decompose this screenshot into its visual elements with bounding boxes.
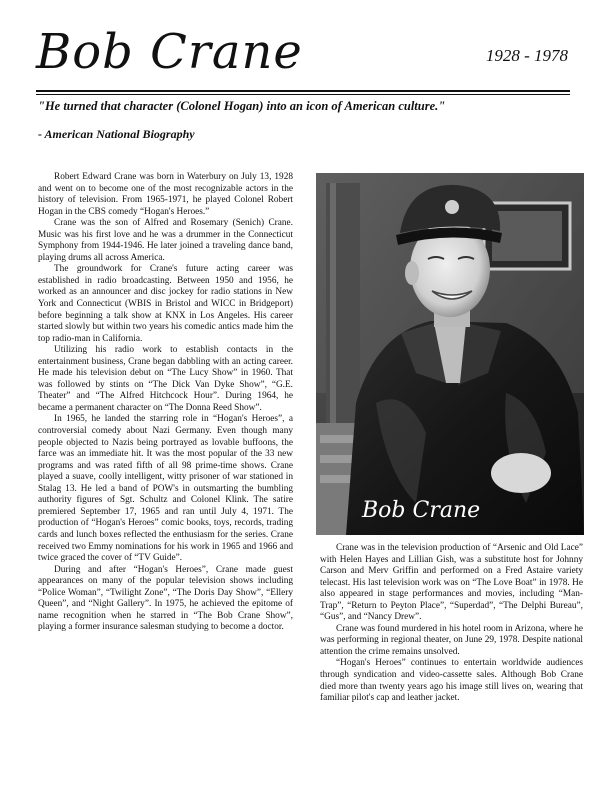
paragraph: During and after “Hogan's Heroes”, Crane made guest appearances on many of the popular television shows including “Police Woman”, “Twilight Zone”, “The Doris Day Show”, “Ellery Queen”, and “Night Gallery”. In 1975, he achieved the epitome of name recognition when he starred in “The Bob Crane Show”, playing a former insurance salesman studying to become a doctor. (38, 564, 293, 633)
quote-attribution: - American National Biography (38, 127, 195, 141)
photo-signature: Bob Crane (362, 498, 481, 523)
paragraph: Crane was the son of Alfred and Rosemary (Senich) Crane. Music was his first love and he was a drummer in the Connecticut Symphony from 1944-1946. He later joined a traveling dance band, playing drums all across America. (38, 218, 293, 263)
left-text-column (38, 172, 293, 634)
paragraph: Crane was found murdered in his hotel room in Arizona, where he was performing in regional theater, on June 29, 1978. Despite national attention the crime remains unsolved. (320, 623, 583, 657)
paragraph: Utilizing his radio work to establish contacts in the entertainment business, Crane began dabbling with an acting career. He made his television debut on “The Lucy Show” in 1960. That was followed by stints on “The Dick Van Dyke Show”, “G.E. Theater” and “The Alfred Hitchcock Hour”. During 1964, he became a permanent character on “The Donna Reed Show”. (38, 345, 293, 413)
paragraph: Robert Edward Crane was born in Waterbury on July 13, 1928 and went on to become one of the most recognizable actors in the history of television. From 1965-1971, he played Colonel Robert Hogan in the CBS comedy “Hogan's Heroes.” (38, 172, 293, 217)
header-rule-thick (36, 90, 570, 92)
page-title: Bob Crane (36, 24, 303, 80)
life-years: 1928 - 1978 (485, 46, 568, 65)
paragraph: Crane was in the television production of “Arsenic and Old Lace” with Helen Hayes and Lillian Gish, was a substitute host for Johnny Carson and Merv Griffin and performed on a Fred Astaire variety telecast. His last television work was on “The Love Boat” in 1978. He also appeared in stage performances and movies, including “Man-Trap”, “Return to Peyton Place”, “Superdad”, “The Delphi Bureau”, “Gus”, and “Nancy Drew”. (320, 543, 583, 623)
right-text-column (320, 543, 583, 705)
pull-quote: "He turned that character (Colonel Hogan) into an icon of American culture." (38, 99, 446, 113)
paragraph: The groundwork for Crane's future acting career was established in radio broadcasting. Between 1950 and 1956, he worked as an announcer and disc jockey for radio stations in New York and Connecticut (WBIS in Bristol and WICC in Bridgeport) before beginning a talk show at KNX in Los Angeles. His career started slowly but within two years his comedic antics made him the top radio-man in California. (38, 264, 293, 344)
paragraph: In 1965, he landed the starring role in “Hogan's Heroes”, a controversial comedy about Nazi Germany. Even though many people objected to Nazis being portrayed as lovable buffoons, the farce was an immediate hit. It was the most popular of the 33 new programs and was rated fifth of all 98 prime-time shows. Crane played a suave, coolly intelligent, witty prisoner of war stationed in Stalag 13. He led a band of POW's in outsmarting the bumbling authority figures of Sgt. Schultz and Colonel Klink. The satire premiered September 17, 1965 and ran until July 4, 1971. The production of “Hogan's Heroes” comic books, toys, records, trading cards and lunch boxes reflected the enthusiasm for the series. Crane received two Emmy nominations for his work in 1965 and 1966 and twice graced the cover of “TV Guide”. (38, 414, 293, 564)
portrait-photo (316, 173, 584, 535)
header-rule-thin (36, 94, 570, 95)
paragraph: “Hogan's Heroes” continues to entertain worldwide audiences through syndication and video-cassette sales. Although Bob Crane died more than twenty years ago his image still lives on, wearing that familiar pilot's cap and leather jacket. (320, 658, 583, 704)
